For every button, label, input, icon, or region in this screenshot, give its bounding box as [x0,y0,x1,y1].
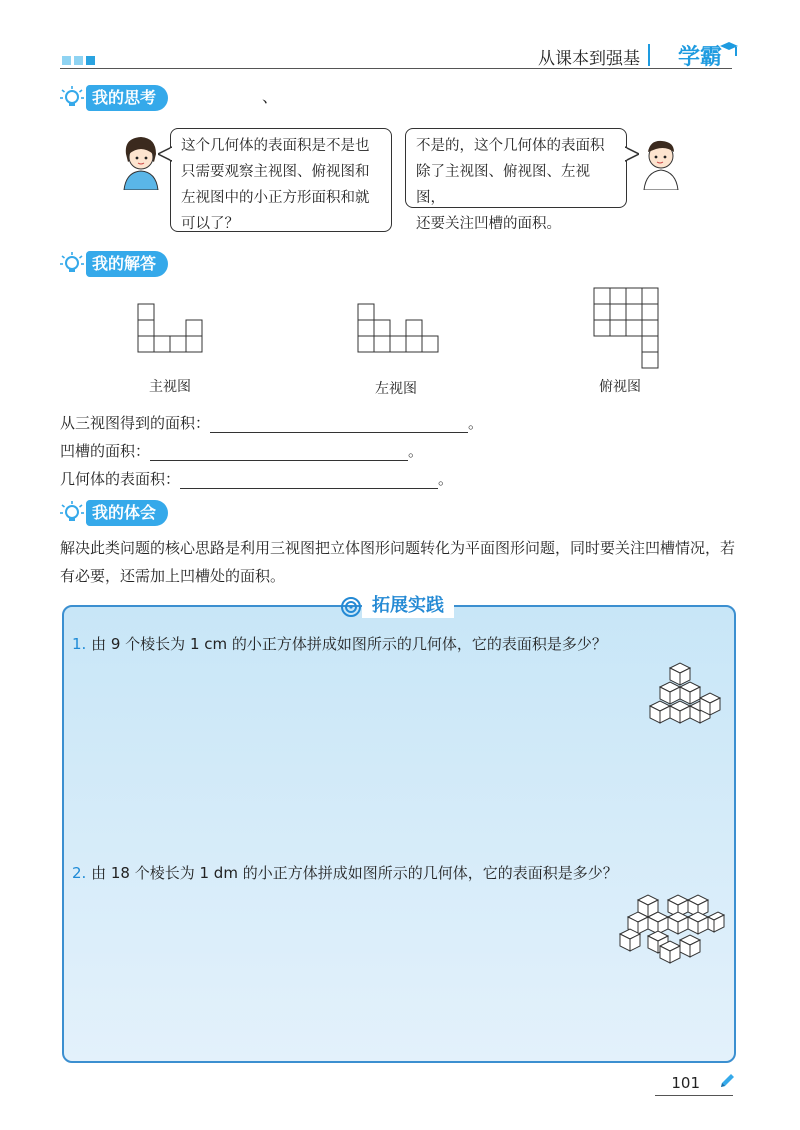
fill-row-3-label: 几何体的表面积： [60,470,181,488]
question-2 [72,862,618,883]
target-icon [340,596,362,618]
page-number: 101 [671,1074,700,1092]
question-2-number: 2. [72,864,87,882]
reflection-text: 解决此类问题的核心思路是利用三视图把立体图形问题转化为平面图形问题，同时要关注凹槽情况，若有必要，还需加上凹槽处的面积。 [60,539,736,585]
left-view-label: 左视图 [375,381,417,397]
header-divider [648,44,650,66]
section-thinking: 我的思考 [86,85,168,111]
practice-panel [62,605,736,1063]
fill-row-3 [60,468,453,489]
section-answer: 我的解答 [86,251,168,277]
header-brand: 学霸 [677,45,722,70]
question-1 [72,633,607,654]
fill-row-1-end: 。 [468,414,484,432]
lightbulb-icon [60,501,84,525]
fill-row-2-label: 凹槽的面积： [60,442,151,460]
front-view-figure [137,303,205,355]
question-1-text: 由 9 个棱长为 1 cm 的小正方体拼成如图所示的几何体，它的表面积是多少？ [91,635,607,653]
fill-row-1-label: 从三视图得到的面积： [60,414,211,432]
top-view-label: 俯视图 [599,379,641,395]
top-view-figure [593,287,661,371]
question-2-text: 由 18 个棱长为 1 dm 的小正方体拼成如图所示的几何体，它的表面积是多少？ [91,864,618,882]
boy-speech-bubble: 不是的，这个几何体的表面积 除了主视图、俯视图、左视图， 还要关注凹槽的面积。 [405,128,627,208]
question-1-figure [648,660,722,728]
fill-row-2-end: 。 [408,442,424,460]
graduation-cap-icon [718,38,740,60]
footer-rule [655,1095,733,1096]
left-view-figure [357,303,441,355]
header-title: 从课本到强基 [538,49,640,69]
section-reflection: 我的体会 [86,500,168,526]
girl-bubble-tail [158,146,172,162]
boy-avatar [636,132,686,190]
answer-blank-3[interactable] [180,472,438,489]
question-2-figure [618,890,726,968]
answer-blank-1[interactable] [210,416,468,433]
fill-row-2 [60,440,423,461]
lightbulb-icon [60,252,84,276]
header-decoration [62,50,98,69]
fill-row-3-end: 。 [438,470,454,488]
practice-title: 拓展实践 [362,594,454,618]
question-1-number: 1. [72,635,87,653]
lightbulb-icon [60,86,84,110]
front-view-label: 主视图 [149,379,191,395]
stray-mark: 、 [262,87,279,106]
fill-row-1 [60,412,483,433]
answer-blank-2[interactable] [150,444,408,461]
pencil-icon [718,1072,736,1090]
girl-speech-bubble: 这个几何体的表面积是不是也 只需要观察主视图、俯视图和 左视图中的小正方形面积和就 可以了？ [170,128,392,232]
